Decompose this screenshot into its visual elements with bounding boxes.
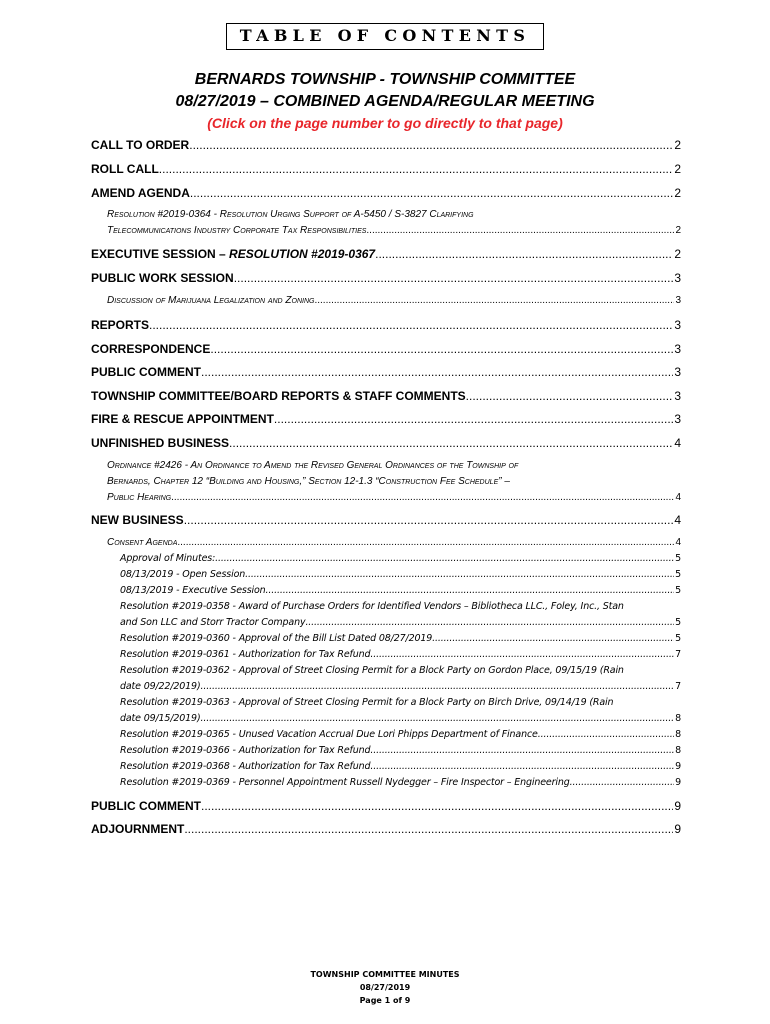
toc-label: ROLL CALL [91, 162, 159, 176]
toc-page-link[interactable]: 3 [674, 389, 681, 403]
toc-label: Consent Agenda [107, 537, 178, 548]
toc-page-link[interactable]: 3 [674, 365, 681, 379]
toc-entry-executive-session-minutes[interactable] [120, 583, 681, 599]
toc-label: date 09/15/2019) [120, 713, 201, 724]
click-instruction: (Click on the page number to go directly to that page) [207, 115, 563, 131]
toc-label: Resolution #2019-0360 - Approval of the Bill List Dated 08/27/2019 [120, 633, 433, 644]
toc-label: Resolution #2019-0366 - Authorization for Tax Refund [120, 745, 371, 756]
toc-entry-executive-session[interactable] [91, 246, 681, 262]
toc-entry-fire-rescue[interactable] [91, 411, 681, 427]
toc-entry-roll-call[interactable] [91, 161, 681, 177]
toc-label: date 09/22/2019) [120, 681, 201, 692]
toc-page-link[interactable]: 2 [674, 138, 681, 152]
toc-entry-public-comment[interactable] [91, 364, 681, 380]
toc-page-link[interactable]: 9 [674, 799, 681, 813]
toc-page-link[interactable]: 2 [675, 225, 681, 236]
toc-label: Resolution #2019-0365 - Unused Vacation Accrual Due Lori Phipps Department of Finance [120, 729, 538, 740]
document-subtitle: 08/27/2019 – COMBINED AGENDA/REGULAR MEETING [175, 93, 595, 110]
toc-page-link[interactable]: 5 [675, 617, 681, 628]
toc-page-link[interactable]: 2 [674, 186, 681, 200]
toc-entry-approval-minutes[interactable] [120, 551, 681, 567]
toc-entry-res-0362[interactable] [120, 679, 681, 695]
toc-label: Resolution #2019-0368 - Authorization for Tax Refund [120, 761, 371, 772]
toc-page-link[interactable]: 7 [675, 649, 681, 660]
footer-title: TOWNSHIP COMMITTEE MINUTES [310, 970, 460, 979]
footer-date: 08/27/2019 [359, 983, 411, 992]
toc-entry-res-0358-line1: Resolution #2019-0358 - Award of Purchase Orders for Identified Vendors – Bibliotheca LLC., Foley, Inc., Stan [120, 601, 624, 612]
toc-page-link[interactable]: 3 [675, 295, 681, 306]
toc-label: 08/13/2019 - Open Session [120, 569, 246, 580]
toc-label: Public Hearing [107, 492, 172, 503]
toc-page-link[interactable]: 4 [674, 436, 681, 450]
toc-entry-unfinished-business[interactable] [91, 435, 681, 451]
toc-label: NEW BUSINESS [91, 513, 184, 527]
toc-label-resolution: RESOLUTION #2019-0367 [229, 247, 376, 261]
toc-label: and Son LLC and Storr Tractor Company [120, 617, 306, 628]
toc-label: PUBLIC COMMENT [91, 365, 201, 379]
toc-entry-res-0363[interactable] [120, 711, 681, 727]
toc-entry-res-0361[interactable] [120, 647, 681, 663]
toc-page-link[interactable]: 4 [675, 537, 681, 548]
toc-entry-committee-reports[interactable] [91, 388, 681, 404]
toc-label: PUBLIC WORK SESSION [91, 271, 234, 285]
toc-label: Discussion of Marijuana Legalization and Zoning [107, 295, 315, 306]
toc-page-link[interactable]: 8 [675, 713, 681, 724]
toc-page-link[interactable]: 2 [674, 247, 681, 261]
toc-page-link[interactable]: 9 [675, 777, 681, 788]
toc-entry-res-0363-line1: Resolution #2019-0363 - Approval of Street Closing Permit for a Block Party on Birch Drive, 09/14/19 (Rain [120, 697, 614, 708]
toc-label: UNFINISHED BUSINESS [91, 436, 230, 450]
toc-entry-correspondence[interactable] [91, 341, 681, 357]
toc-label: Resolution #2019-0361 - Authorization for Tax Refund [120, 649, 371, 660]
toc-page-link[interactable]: 5 [675, 569, 681, 580]
toc-label: EXECUTIVE SESSION – [91, 247, 230, 261]
toc-entry-res-0368[interactable] [120, 759, 681, 775]
toc-page-link[interactable]: 3 [674, 412, 681, 426]
toc-page-link[interactable]: 8 [675, 729, 681, 740]
toc-label: REPORTS [91, 318, 150, 332]
toc-label: Resolution #2019-0369 - Personnel Appointment Russell Nydegger – Fire Inspector – Engineering [120, 777, 570, 788]
toc-label: AMEND AGENDA [91, 186, 190, 200]
toc-label: Approval of Minutes: [120, 553, 216, 564]
toc-page-link[interactable]: 8 [675, 745, 681, 756]
toc-entry-res-0369[interactable] [120, 775, 681, 791]
footer-page-number: Page 1 of 9 [359, 996, 411, 1005]
toc-page-link[interactable]: 9 [674, 822, 681, 836]
toc-entry-ordinance-2426[interactable] [107, 490, 681, 506]
toc-entry-ordinance-2426-line1: Ordinance #2426 - An Ordinance to Amend the Revised General Ordinances of the Township of [107, 460, 519, 471]
toc-entry-public-comment-2[interactable] [91, 798, 681, 814]
toc-label: PUBLIC COMMENT [91, 799, 201, 813]
toc-page-link[interactable]: 3 [674, 271, 681, 285]
toc-entry-res-0358[interactable] [120, 615, 681, 631]
toc-banner: TABLE OF CONTENTS [226, 23, 544, 50]
toc-entry-adjournment[interactable] [91, 821, 681, 837]
toc-page-link[interactable]: 3 [674, 318, 681, 332]
toc-page-link[interactable]: 2 [674, 162, 681, 176]
toc-page-link[interactable]: 3 [674, 342, 681, 356]
toc-entry-marijuana[interactable] [107, 293, 681, 309]
toc-entry-reports[interactable] [91, 317, 681, 333]
toc-entry-resolution-0364-line1: Resolution #2019-0364 - Resolution Urging Support of A-5450 / S-3827 Clarifying [107, 209, 474, 220]
toc-label: 08/13/2019 - Executive Session [120, 585, 266, 596]
toc-page-link[interactable]: 5 [675, 553, 681, 564]
toc-label: CORRESPONDENCE [91, 342, 211, 356]
toc-entry-res-0362-line1: Resolution #2019-0362 - Approval of Street Closing Permit for a Block Party on Gordon Place, 09/15/19 (Rain [120, 665, 624, 676]
toc-page-link[interactable]: 4 [674, 513, 681, 527]
toc-entry-open-session[interactable] [120, 567, 681, 583]
toc-label: TOWNSHIP COMMITTEE/BOARD REPORTS & STAFF COMMENTS [91, 389, 466, 403]
toc-entry-res-0365[interactable] [120, 727, 681, 743]
toc-page-link[interactable]: 5 [675, 585, 681, 596]
toc-entry-ordinance-2426-line2: Bernards, Chapter 12 “Building and Housing,” Section 12-1.3 “Construction Fee Schedule” – [107, 476, 510, 487]
toc-entry-call-to-order[interactable] [91, 137, 681, 153]
toc-entry-res-0366[interactable] [120, 743, 681, 759]
toc-page-link[interactable]: 4 [675, 492, 681, 503]
toc-label: CALL TO ORDER [91, 138, 190, 152]
document-title: BERNARDS TOWNSHIP - TOWNSHIP COMMITTEE [194, 71, 576, 88]
toc-entry-amend-agenda[interactable] [91, 185, 681, 201]
toc-entry-new-business[interactable] [91, 512, 681, 528]
toc-entry-res-0360[interactable] [120, 631, 681, 647]
toc-page-link[interactable]: 7 [675, 681, 681, 692]
toc-label: Telecommunications Industry Corporate Tax Responsibilities [107, 225, 367, 236]
toc-entry-public-work-session[interactable] [91, 270, 681, 286]
toc-page-link[interactable]: 9 [675, 761, 681, 772]
toc-label: ADJOURNMENT [91, 822, 185, 836]
toc-entry-consent-agenda[interactable] [107, 535, 681, 551]
toc-label: FIRE & RESCUE APPOINTMENT [91, 412, 274, 426]
toc-page-link[interactable]: 5 [675, 633, 681, 644]
toc-entry-resolution-0364[interactable] [107, 223, 681, 239]
